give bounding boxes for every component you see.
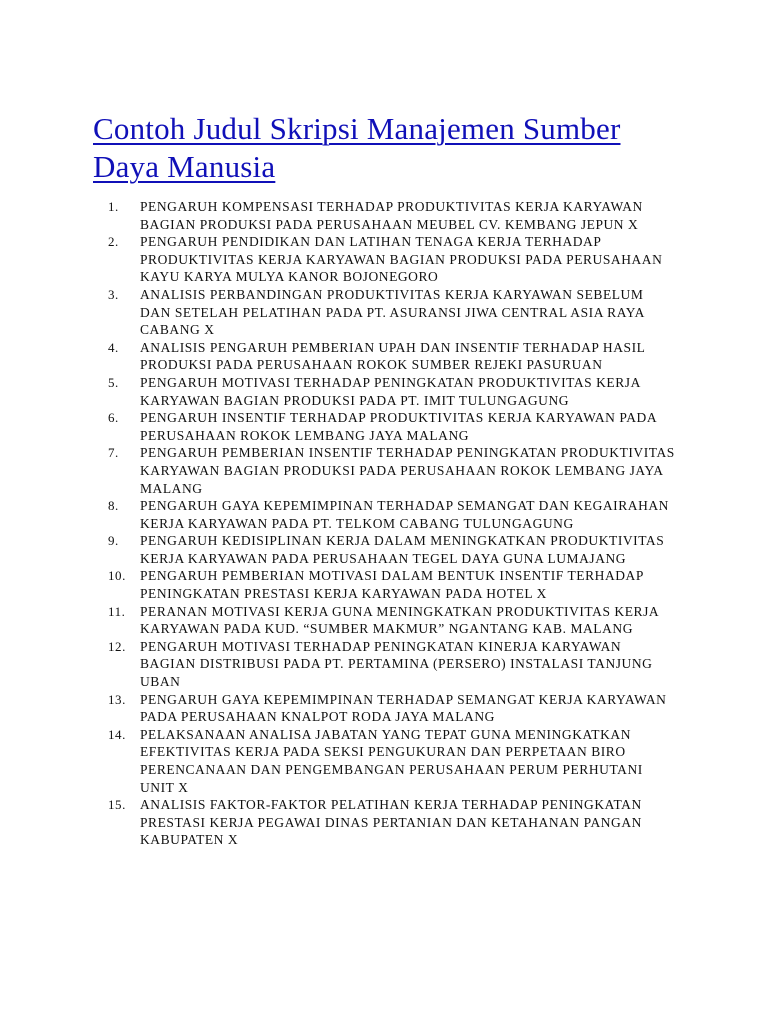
list-item-number: 3. <box>108 286 119 302</box>
list-item-number: 13. <box>108 691 126 707</box>
list-item-text: PENGARUH PEMBERIAN INSENTIF TERHADAP PENINGKATAN PRODUKTIVITAS KARYAWAN BAGIAN PRODUKSI PADA PERUSAHAAN ROKOK LEMBANG JAYA MALANG <box>140 445 675 496</box>
list-item-number: 5. <box>108 374 119 390</box>
list-item-text: PENGARUH MOTIVASI TERHADAP PENINGKATAN KINERJA KARYAWAN BAGIAN DISTRIBUSI PADA PT. PERTAMINA (PERSERO) INSTALASI TANJUNG UBAN <box>140 638 653 690</box>
list-item-text: ANALISIS FAKTOR-FAKTOR PELATIHAN KERJA TERHADAP PENINGKATAN PRESTASI KERJA PEGAWAI DINAS PERTANIAN DAN KETAHANAN PANGAN KABUPATEN X <box>140 797 642 848</box>
list-item-number: 7. <box>108 445 119 461</box>
list-item <box>108 691 678 726</box>
list-item <box>108 726 678 796</box>
list-item-text: PENGARUH KOMPENSASI TERHADAP PRODUKTIVITAS KERJA KARYAWAN BAGIAN PRODUKSI PADA PERUSAHAAN MEUBEL CV. KEMBANG JEPUN X <box>140 199 643 232</box>
list-item <box>108 233 678 286</box>
list-item-number: 1. <box>108 199 119 214</box>
thesis-title-list <box>108 198 678 849</box>
list-item <box>108 339 678 374</box>
list-item-text: PENGARUH PEMBERIAN MOTIVASI DALAM BENTUK INSENTIF TERHADAP PENINGKATAN PRESTASI KERJA KARYAWAN PADA HOTEL X <box>140 568 644 602</box>
list-item-number: 11. <box>108 603 126 619</box>
page-title[interactable]: Contoh Judul Skripsi Manajemen Sumber Daya Manusia <box>93 111 621 184</box>
list-item <box>108 444 678 497</box>
list-item-text: PENGARUH MOTIVASI TERHADAP PENINGKATAN PRODUKTIVITAS KERJA KARYAWAN BAGIAN PRODUKSI PADA PT. IMIT TULUNGAGUNG <box>140 374 641 408</box>
list-item-number: 4. <box>108 339 119 355</box>
list-item-number: 9. <box>108 533 119 549</box>
list-item-text: PENGARUH KEDISIPLINAN KERJA DALAM MENINGKATKAN PRODUKTIVITAS KERJA KARYAWAN PADA PERUSAHAAN TEGEL DAYA GUNA LUMAJANG <box>140 533 665 566</box>
list-item <box>108 374 678 409</box>
list-item-number: 8. <box>108 498 119 514</box>
list-item-text: PENGARUH GAYA KEPEMIMPINAN TERHADAP SEMANGAT KERJA KARYAWAN PADA PERUSAHAAN KNALPOT RODA JAYA MALANG <box>140 691 667 725</box>
list-item-text: PENGARUH INSENTIF TERHADAP PRODUKTIVITAS KERJA KARYAWAN PADA PERUSAHAAN ROKOK LEMBANG JAYA MALANG <box>140 410 657 443</box>
list-item-text: ANALISIS PENGARUH PEMBERIAN UPAH DAN INSENTIF TERHADAP HASIL PRODUKSI PADA PERUSAHAAN ROKOK SUMBER REJEKI PASURUAN <box>140 339 645 373</box>
list-item <box>108 603 678 638</box>
list-item <box>108 567 678 602</box>
list-item-text: PELAKSANAAN ANALISA JABATAN YANG TEPAT GUNA MENINGKATKAN EFEKTIVITAS KERJA PADA SEKSI PENGUKURAN DAN PERPETAAN BIRO PERENCANAAN DAN PENGEMBANGAN PERUSAHAAN PERUM PERHUTANI UNIT X <box>140 726 643 795</box>
list-item-number: 15. <box>108 797 126 813</box>
list-item <box>108 532 678 567</box>
list-item-number: 10. <box>108 568 126 584</box>
list-item-text: PERANAN MOTIVASI KERJA GUNA MENINGKATKAN PRODUKTIVITAS KERJA KARYAWAN PADA KUD. “SUMBER MAKMUR” NGANTANG KAB. MALANG <box>140 603 659 637</box>
list-item <box>108 796 678 849</box>
list-item-number: 6. <box>108 410 119 426</box>
list-item <box>108 198 678 233</box>
list-item-number: 2. <box>108 234 119 250</box>
list-item <box>108 638 678 691</box>
list-item-number: 12. <box>108 638 126 654</box>
list-item <box>108 409 678 444</box>
list-item-number: 14. <box>108 726 126 742</box>
list-item-text: PENGARUH GAYA KEPEMIMPINAN TERHADAP SEMANGAT DAN KEGAIRAHAN KERJA KARYAWAN PADA PT. TELKOM CABANG TULUNGAGUNG <box>140 498 669 531</box>
list-item <box>108 286 678 339</box>
list-item-text: ANALISIS PERBANDINGAN PRODUKTIVITAS KERJA KARYAWAN SEBELUM DAN SETELAH PELATIHAN PADA PT. ASURANSI JIWA CENTRAL ASIA RAYA CABANG X <box>140 286 645 338</box>
list-item <box>108 497 678 532</box>
list-item-text: PENGARUH PENDIDIKAN DAN LATIHAN TENAGA KERJA TERHADAP PRODUKTIVITAS KERJA KARYAWAN BAGIAN PRODUKSI PADA PERUSAHAAN KAYU KARYA MULYA KANOR BOJONEGORO <box>140 234 663 285</box>
